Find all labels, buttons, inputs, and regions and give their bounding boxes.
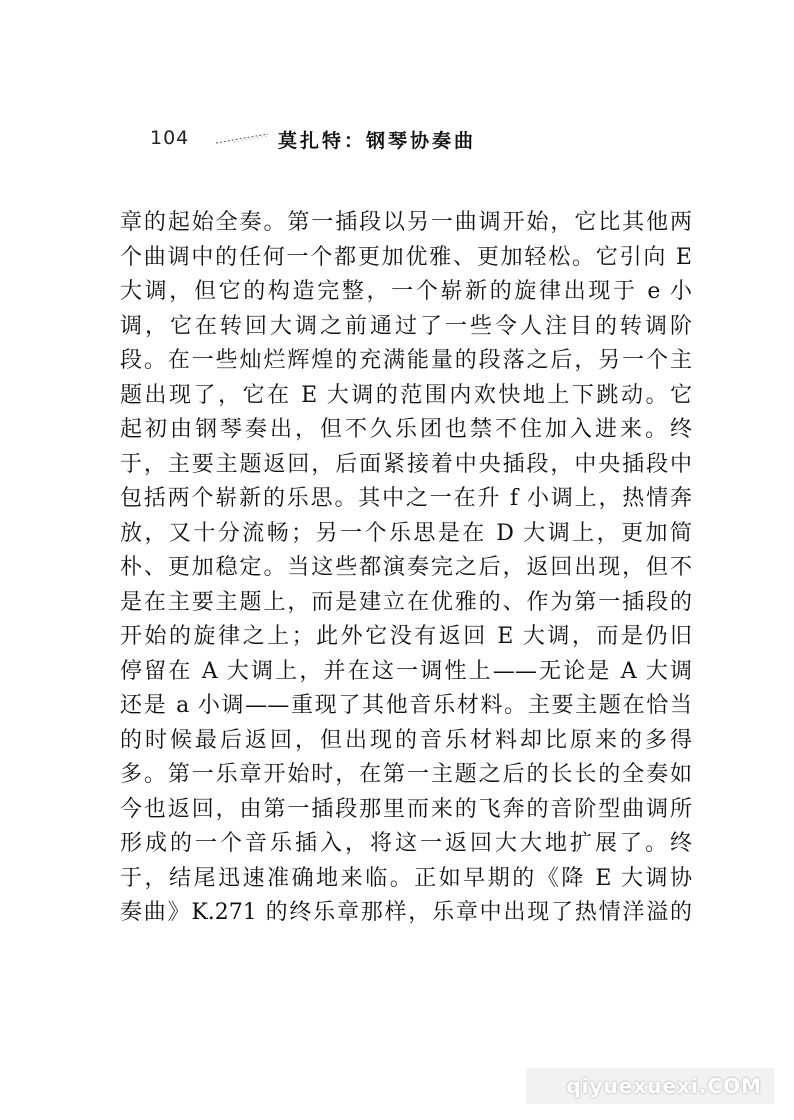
text-line: 调，它在转回大调之前通过了一些令人注目的转调阶 [120,313,692,339]
text-line: 开始的旋律之上；此外它没有返回 E 大调，而是仍旧 [120,624,692,649]
text-line: 多。第一乐章开始时，在第一主题之后的长长的全奏如 [120,762,692,787]
page-number: 104 [150,127,190,149]
text-line: 于，主要主题返回，后面紧接着中央插段，中央插段中 [120,451,692,477]
text-line: 停留在 A 大调上，并在这一调性上——无论是 A 大调 [120,658,692,684]
text-line: 题出现了，它在 E 大调的范围内欢快地上下跳动。它 [120,382,692,408]
text-line: 朴、更加稳定。当这些都演奏完之后，返回出现，但不 [120,555,692,580]
text-line: 个曲调中的任何一个都更加优雅、更加轻松。它引向 E [120,244,692,270]
watermark-text: qiyuexuexi.COM [566,1074,762,1098]
body-text [120,206,692,931]
text-line: 放，又十分流畅；另一个乐思是在 D 大调上，更加简 [120,520,692,546]
text-line: 章的起始全奏。第一插段以另一曲调开始，它比其他两 [120,210,692,235]
text-line: 还是 a 小调——重现了其他音乐材料。主要主题在恰当 [120,693,692,718]
text-line: 是在主要主题上，而是建立在优雅的、作为第一插段的 [120,589,692,615]
text-line: 于，结尾迅速准确地来临。正如早期的《降 E 大调协 [120,865,692,891]
text-line: 的时候最后返回，但出现的音乐材料却比原来的多得 [120,727,692,753]
text-line: 形成的一个音乐插入，将这一返回大大地扩展了。终 [120,831,692,856]
running-title: 莫扎特：钢琴协奏曲 [278,130,477,152]
text-line: 包括两个崭新的乐思。其中之一在升 f 小调上，热情奔 [120,486,692,511]
header-ornament [214,131,270,145]
text-line: 起初由钢琴奏出，但不久乐团也禁不住加入进来。终 [120,417,692,442]
text-line: 大调，但它的构造完整，一个崭新的旋律出现于 e 小 [120,279,692,304]
page-header [150,127,550,157]
text-line: 今也返回，由第一插段那里而来的飞奔的音阶型曲调所 [120,796,692,822]
site-watermark [526,1068,774,1104]
text-line: 奏曲》K.271 的终乐章那样，乐章中出现了热情洋溢的 [120,900,692,925]
text-line: 段。在一些灿烂辉煌的充满能量的段落之后，另一个主 [120,348,692,373]
